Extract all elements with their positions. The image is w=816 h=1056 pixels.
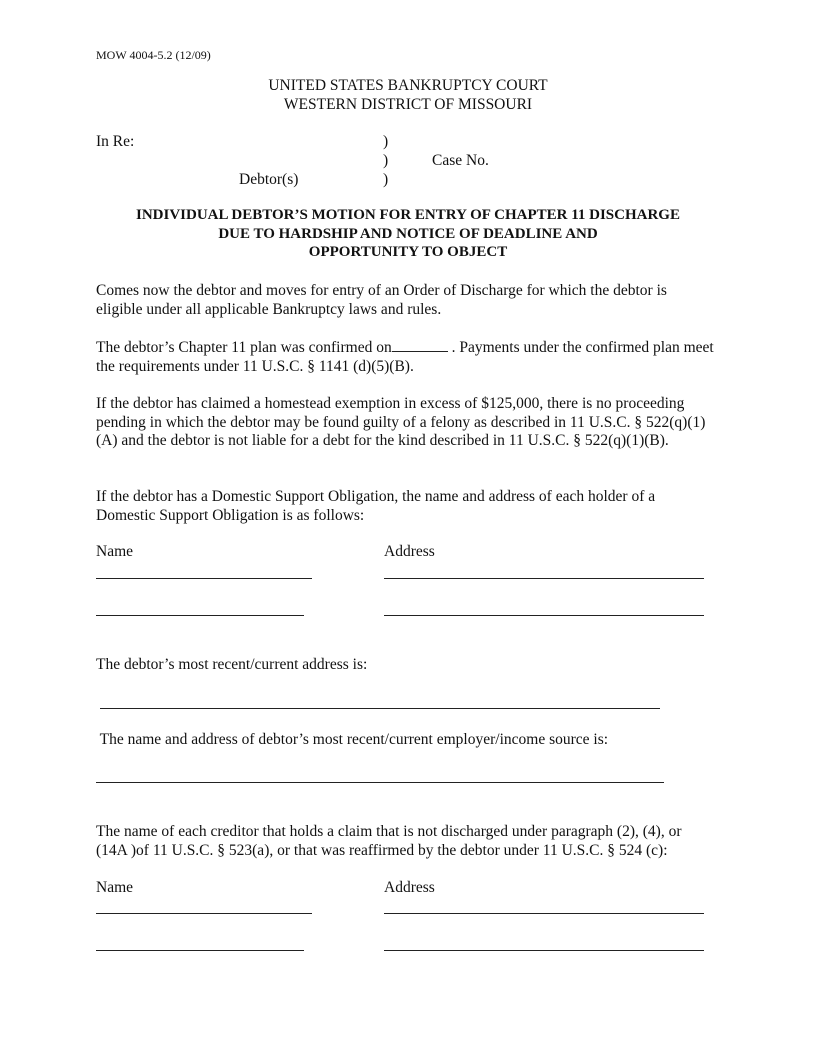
dso-name-line-2[interactable] [96, 615, 304, 616]
paragraph-creditors: The name of each creditor that holds a claim that is not discharged under paragraph (2), (4), or (14A )of 11 U.S.C. § 523(a), or that was reaffirmed by the debtor under 11 U.S.C. § 524 (c): [96, 823, 682, 859]
paragraph-dso: If the debtor has a Domestic Support Obligation, the name and address of each holder of a Domestic Support Obligation is as follows: [96, 488, 656, 524]
confirmation-date-blank[interactable] [392, 339, 448, 352]
paragraph-plan-confirmed [96, 339, 721, 376]
creditor-name-line-2[interactable] [96, 950, 304, 951]
dso-name-line-1[interactable] [96, 578, 312, 579]
debtor-address-line[interactable] [100, 708, 660, 709]
employer-label: The name and address of debtor’s most recent/current employer/income source is: [96, 731, 609, 748]
motion-title-line3: OPPORTUNITY TO OBJECT [308, 244, 508, 260]
dso-address-line-2[interactable] [384, 615, 704, 616]
caption-paren-2: ) [383, 152, 389, 169]
creditor-address-line-1[interactable] [384, 913, 704, 914]
case-no-label: Case No. [432, 152, 489, 169]
caption-paren-3: ) [383, 171, 389, 188]
motion-title-line1: INDIVIDUAL DEBTOR’S MOTION FOR ENTRY OF CHAPTER 11 DISCHARGE [136, 207, 680, 223]
employer-line[interactable] [96, 782, 664, 783]
creditor-address-line-2[interactable] [384, 950, 704, 951]
paragraph-homestead: If the debtor has claimed a homestead exemption in excess of $125,000, there is no proceeding pending in which the debtor may be found guilty of a felony as described in 11 U.S.C. § 522(q)(1)(A) and the debtor is not liable for a debt for the kind described in 11 U.S.C. § 522(q)(1)(B). [96, 395, 706, 449]
dso-name-label: Name [96, 543, 134, 560]
plan-confirmed-text: The debtor’s Chapter 11 plan was confirmed on [96, 339, 392, 356]
in-re-label: In Re: [96, 133, 135, 150]
creditor-address-label: Address [384, 879, 435, 896]
creditor-name-label: Name [96, 879, 134, 896]
dso-address-label: Address [384, 543, 435, 560]
motion-title-line2: DUE TO HARDSHIP AND NOTICE OF DEADLINE AND [218, 226, 598, 242]
debtor-address-label: The debtor’s most recent/current address is: [96, 656, 368, 673]
dso-address-line-1[interactable] [384, 578, 704, 579]
district-name: WESTERN DISTRICT OF MISSOURI [283, 96, 533, 113]
form-number: MOW 4004-5.2 (12/09) [96, 48, 211, 62]
court-name: UNITED STATES BANKRUPTCY COURT [268, 77, 548, 94]
caption-paren-1: ) [383, 133, 389, 150]
debtor-label: Debtor(s) [239, 171, 299, 188]
creditor-name-line-1[interactable] [96, 913, 312, 914]
plan-payments-text: . Payments under the confirmed plan meet the requirements under 11 U.S.C. § 1141 (d)(5)(B). [96, 339, 714, 375]
paragraph-discharge-request: Comes now the debtor and moves for entry of an Order of Discharge for which the debtor is eligible under all applicable Bankruptcy laws and rules. [96, 282, 667, 318]
